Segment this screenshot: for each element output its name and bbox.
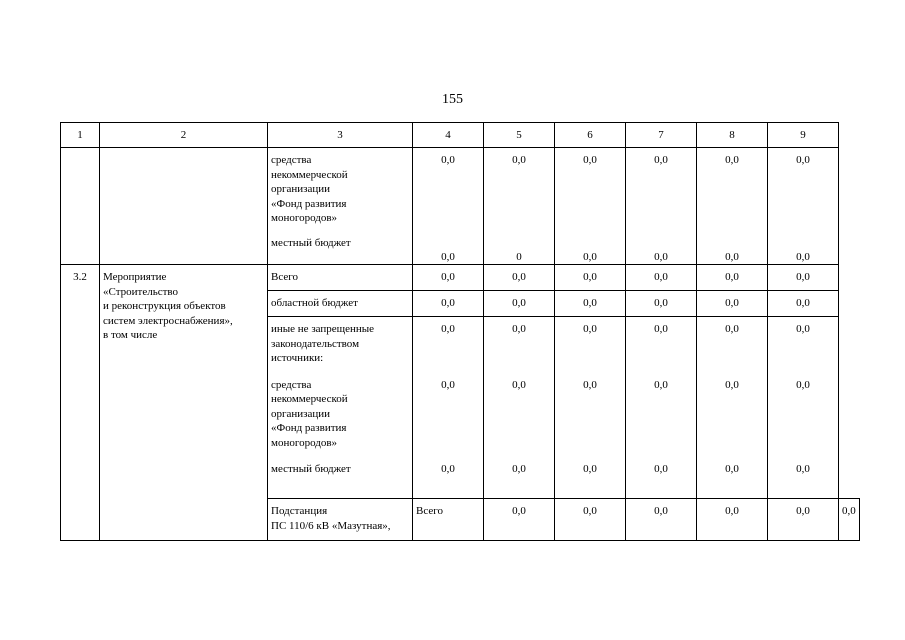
value-cell: 0,0 — [768, 499, 839, 541]
header-cell: 6 — [555, 123, 626, 148]
source-line: организации — [271, 183, 331, 195]
table-row — [61, 148, 860, 265]
value-cell: 0,0 0,0 — [626, 148, 697, 265]
header-cell: 9 — [768, 123, 839, 148]
row-number-cell — [61, 148, 100, 265]
value-cell: 0,0 — [768, 291, 839, 317]
value-cell: 0,0 — [413, 265, 484, 291]
header-cell: 8 — [697, 123, 768, 148]
value-cell: 0,0 0,0 0,0 — [555, 317, 626, 499]
source-cell: иные не запрещенные законодательством источники: средства некоммерческой организации «Фонд развития моногородов» местный бюджет — [268, 317, 413, 499]
row-name-cell: Подстанция ПС 110/6 кВ «Мазутная», — [268, 499, 413, 541]
source-cell: областной бюджет — [268, 291, 413, 317]
header-cell: 4 — [413, 123, 484, 148]
value-cell: 0,0 0,0 — [697, 148, 768, 265]
value-cell: 0,0 0,0 — [555, 148, 626, 265]
header-cell: 5 — [484, 123, 555, 148]
value-cell: 0,0 0,0 — [768, 148, 839, 265]
value-cell: 0,0 0,0 — [413, 148, 484, 265]
page-number: 155 — [442, 92, 463, 107]
row-name-cell: Мероприятие «Строительство и реконструкция объектов систем электроснабжения», в том числе — [100, 265, 268, 541]
value-cell: 0,0 — [484, 291, 555, 317]
header-cell: 1 — [61, 123, 100, 148]
value-cell: 0,0 0,0 0,0 — [413, 317, 484, 499]
value-cell: 0,0 — [839, 499, 860, 541]
value-cell: 0,0 — [626, 291, 697, 317]
value-cell: 0,0 — [697, 291, 768, 317]
value-cell: 0,0 — [555, 499, 626, 541]
value-cell: 0,0 — [484, 265, 555, 291]
source-cell — [268, 148, 413, 265]
source-cell: Всего — [268, 265, 413, 291]
value-cell: 0,0 0,0 0,0 — [484, 317, 555, 499]
row-name-cell — [100, 148, 268, 265]
value-cell: 0,0 — [626, 265, 697, 291]
source-cell: Всего — [413, 499, 484, 541]
header-cell: 2 — [100, 123, 268, 148]
row-number-cell: 3.2 — [61, 265, 100, 541]
value-cell: 0,0 0,0 0,0 — [697, 317, 768, 499]
source-line: «Фонд развития — [271, 197, 347, 210]
source-line: местный бюджет — [271, 236, 351, 249]
header-cell: 7 — [626, 123, 697, 148]
value-cell: 0,0 — [768, 265, 839, 291]
table-header-row — [61, 123, 860, 148]
budget-table — [60, 122, 860, 541]
value-cell: 0,0 — [697, 499, 768, 541]
value-cell: 0,0 — [626, 499, 697, 541]
value-cell: 0,0 0,0 0,0 — [768, 317, 839, 499]
source-line: моногородов» — [271, 212, 338, 224]
value-cell: 0,0 0 — [484, 148, 555, 265]
value-cell: 0,0 — [697, 265, 768, 291]
source-line: средства — [271, 154, 312, 166]
header-cell: 3 — [268, 123, 413, 148]
value-cell: 0,0 — [484, 499, 555, 541]
table-row — [61, 265, 860, 291]
value-cell: 0,0 0,0 0,0 — [626, 317, 697, 499]
value-cell: 0,0 — [555, 265, 626, 291]
source-line: некоммерческой — [271, 168, 348, 181]
value-cell: 0,0 — [413, 291, 484, 317]
value-cell: 0,0 — [555, 291, 626, 317]
